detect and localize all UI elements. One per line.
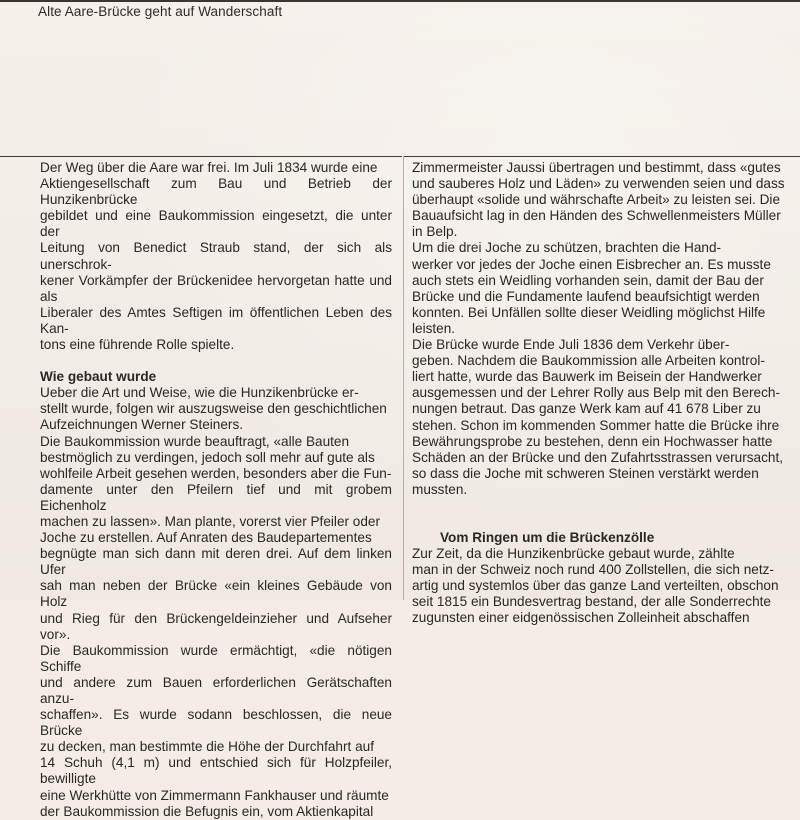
text-line: machen zu lassen». Man plante, vorerst vier Pfeiler oder — [40, 513, 381, 529]
text-line: so dass die Joche mit schweren Steinen verstärkt werden — [412, 465, 759, 481]
text-line: und andere zum Bauen erforderlichen Gerätschaften anzu- — [40, 674, 392, 706]
text-line: schaffen». Es wurde sodann beschlossen, die neue Brücke — [40, 707, 392, 739]
text-line: 14 Schuh (4,1 m) und entschied sich für Holzpfeiler, bewilligte — [40, 755, 392, 787]
text-line: Aktiengesellschaft zum Bau und Betrieb der Hunzikenbrücke — [40, 176, 392, 208]
text-line: und Rieg für den Brückengeldeinzieher und Aufseher vor». — [40, 610, 392, 642]
text-line: zugunsten einer eidgenössischen Zolleinheit abschaffen — [412, 610, 750, 626]
top-rule — [0, 0, 800, 2]
section-heading: Vom Ringen um die Brückenzölle — [440, 529, 655, 545]
text-line: Ueber die Art und Weise, wie die Hunzikenbrücke er- — [40, 385, 359, 401]
text-line: werker vor jedes der Joche einen Eisbrecher an. Es musste — [412, 256, 771, 272]
right-column-rule — [404, 156, 800, 157]
text-line: in Belp. — [412, 224, 458, 240]
text-line: nungen betraut. Das ganze Werk kam auf 41 678 Liber zu — [412, 401, 761, 417]
left-column-rule — [0, 156, 402, 157]
text-line: mussten. — [412, 481, 468, 497]
paragraph-spacer — [412, 498, 800, 530]
text-line: kener Vorkämpfer der Brückenidee hervorgetan hatte und als — [40, 272, 392, 304]
text-line: gebildet und eine Baukommission eingesetzt, die unter der — [40, 208, 392, 240]
text-line: eine Werkhütte von Zimmermann Fankhauser und räumte — [40, 787, 389, 803]
text-line: Zimmermeister Jaussi übertragen und bestimmt, dass «gutes — [412, 160, 781, 175]
text-line: begnügte man sich dann mit deren drei. Auf dem linken Ufer — [40, 546, 392, 578]
text-line: konnten. Bei Unfällen sollte dieser Weidling möglichst Hilfe — [412, 304, 766, 320]
text-line: leisten. — [412, 320, 456, 336]
text-line: artig und systemlos über das ganze Land verteilten, obschon — [412, 578, 779, 594]
text-line: Schäden an der Brücke und den Zufahrtsstrassen verursacht, — [412, 449, 784, 465]
text-line: zu decken, man bestimmte die Höhe der Durchfahrt auf — [40, 739, 374, 755]
left-column — [40, 160, 392, 820]
paragraph-spacer — [40, 353, 392, 369]
text-line: seit 1815 ein Bundesvertrag bestand, der alle Sonderrechte — [412, 594, 771, 610]
text-line: Bauaufsicht lag in den Händen des Schwellenmeisters Müller — [412, 208, 781, 224]
text-line: geben. Nachdem die Baukommission alle Arbeiten kontrol- — [412, 353, 765, 369]
text-line: Die Baukommission wurde ermächtigt, «die nötigen Schiffe — [40, 642, 392, 674]
text-line: Leitung von Benedict Straub stand, der sich als unerschrok- — [40, 240, 392, 272]
column-divider — [403, 156, 404, 600]
section-heading: Wie gebaut wurde — [40, 369, 157, 385]
text-line: tons eine führende Rolle spielte. — [40, 337, 235, 353]
text-line: Bewährungsprobe zu bestehen, denn ein Hochwasser hatte — [412, 433, 773, 449]
text-line: wohlfeile Arbeit gesehen werden, besonders aber die Fun- — [40, 465, 392, 481]
text-line: Die Baukommission wurde beauftragt, «alle Bauten — [40, 433, 350, 449]
text-line: sah man neben der Brücke «ein kleines Gebäude von Holz — [40, 578, 392, 610]
text-line: man in der Schweiz noch rund 400 Zollstellen, die sich netz- — [412, 562, 774, 578]
text-line: stehen. Schon im kommenden Sommer hatte die Brücke ihre — [412, 417, 780, 433]
text-line: bestmöglich zu verdingen, jedoch soll mehr auf gute als — [40, 449, 375, 465]
text-line: Um die drei Joche zu schützen, brachten die Hand- — [412, 240, 722, 256]
text-line: der Baukommission die Befugnis ein, vom Aktienkapital — [40, 803, 374, 819]
text-line: ausgemessen und der Lehrer Rolly aus Belp mit den Berech- — [412, 385, 780, 401]
text-line: stellt wurde, folgen wir auszugsweise den geschichtlichen — [40, 401, 387, 417]
text-line: Aufzeichnungen Werner Steiners. — [40, 417, 244, 433]
text-line: Joche zu erstellen. Auf Anraten des Baudepartementes — [40, 530, 372, 546]
text-line: Die Brücke wurde Ende Juli 1836 dem Verkehr über- — [412, 337, 730, 353]
text-line: Zur Zeit, da die Hunzikenbrücke gebaut wurde, zählte — [412, 546, 735, 562]
text-line: überhaupt «solide und währschafte Arbeit» zu leisten sei. Die — [412, 192, 781, 208]
text-line: Brücke und die Fundamente laufend beaufsichtigt werden — [412, 288, 760, 304]
text-line: Der Weg über die Aare war frei. Im Juli 1834 wurde eine — [40, 160, 378, 175]
text-line: auch stets ein Weidling vorhanden sein, damit der Bau der — [412, 272, 764, 288]
right-column — [412, 160, 800, 627]
text-line: liert hatte, wurde das Bauwerk im Beisein der Handwerker — [412, 369, 762, 385]
text-line: Liberaler des Amtes Seftigen im öffentlichen Leben des Kan- — [40, 304, 392, 336]
text-line: und sauberes Holz und Läden» zu verwenden seien und dass — [412, 176, 785, 192]
text-line: damente unter den Pfeilern tief und mit grobem Eichenholz — [40, 481, 392, 513]
page-header-title: Alte Aare-Brücke geht auf Wanderschaft — [38, 4, 283, 19]
